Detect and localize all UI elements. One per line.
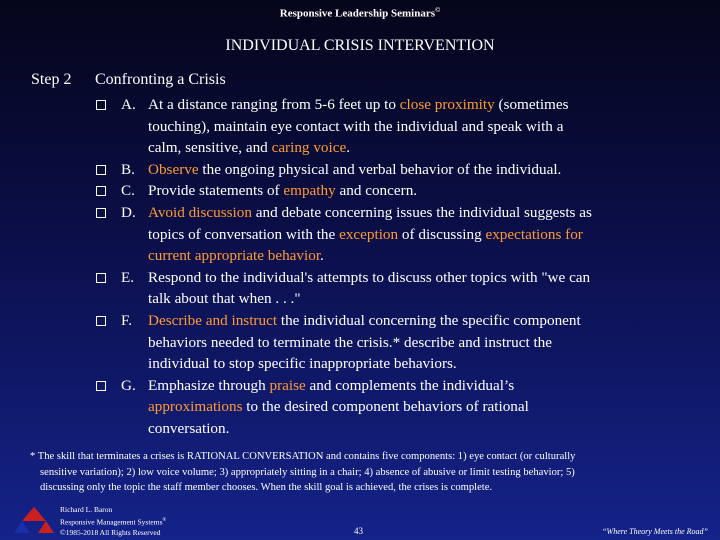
list-item: [95, 159, 695, 181]
text-segment: and concern.: [335, 182, 418, 200]
logo-triangle-right: [38, 521, 54, 533]
item-letter: A.: [121, 96, 136, 113]
author-block: [60, 505, 166, 538]
item-letter: F.: [121, 311, 133, 329]
text-segment: and complements the individual’s: [305, 376, 515, 394]
copyright-mark: ©: [435, 6, 441, 14]
footnote-line: * The skill that terminates a crises is RATIONAL CONVERSATION and contains five components: 1) eye contact (or culturally: [30, 451, 576, 462]
item-text: [148, 312, 581, 372]
text-segment: .: [346, 139, 351, 157]
item-text: [148, 161, 561, 178]
text-segment: the individual concerning the specific component: [277, 311, 581, 329]
item-letter: D.: [121, 203, 136, 221]
company-logo: [14, 505, 56, 535]
text-segment: talk about that when . . .": [148, 290, 301, 308]
company-name: Responsive Management Systems: [60, 517, 163, 526]
highlighted-term: close proximity: [399, 96, 495, 113]
text-segment: (sometimes: [494, 96, 569, 113]
footnote-line: discussing only the topic the staff member chooses. When the skill goal is achieved, the crises is complete.: [40, 482, 493, 493]
checkbox-bullet-icon: [96, 208, 106, 218]
highlighted-term: Avoid discussion: [148, 203, 252, 221]
company-line: [60, 516, 166, 528]
highlighted-term: caring voice: [271, 139, 347, 157]
item-text: [148, 96, 569, 156]
highlighted-term: approximations: [148, 398, 243, 416]
list-item: [95, 94, 695, 159]
text-segment: the ongoing physical and verbal behavior of the individual.: [198, 160, 562, 178]
list-item: [95, 310, 695, 375]
seminar-header: [0, 6, 720, 20]
highlighted-term: empathy: [283, 182, 336, 200]
text-segment: and debate concerning issues the individual suggests as: [251, 203, 592, 221]
logo-triangle-top: [22, 507, 46, 521]
highlighted-term: exception: [339, 225, 399, 243]
text-segment: conversation.: [148, 419, 230, 437]
tagline: “Where Theory Meets the Road”: [602, 527, 708, 536]
text-segment: topics of conversation with the: [148, 225, 340, 243]
page-title: INDIVIDUAL CRISIS INTERVENTION: [225, 37, 495, 54]
text-segment: calm, sensitive, and: [148, 139, 272, 157]
registered-mark: ®: [162, 517, 167, 523]
text-segment: touching), maintain eye contact with the individual and speak with a: [148, 117, 564, 135]
step-heading: Confronting a Crisis: [95, 71, 226, 88]
item-letter: E.: [121, 268, 135, 286]
page-number: 43: [354, 526, 363, 536]
item-letter: C.: [121, 182, 135, 200]
footnote: [30, 449, 690, 496]
list-item: [95, 267, 695, 310]
highlighted-term: Observe: [148, 160, 199, 178]
list-item: [95, 180, 695, 202]
text-segment: At a distance ranging from 5-6 feet up to: [148, 96, 400, 113]
logo-triangle-left: [14, 521, 30, 533]
copyright-line: ©1985-2018 All Rights Reserved: [60, 527, 161, 537]
highlighted-term: current appropriate behavior: [148, 247, 321, 265]
author-name: Richard L. Baron: [60, 505, 113, 514]
list-item: [95, 202, 695, 267]
checkbox-bullet-icon: [96, 273, 106, 283]
item-text: [148, 204, 592, 264]
text-segment: .: [320, 247, 324, 265]
text-segment: to the desired component behaviors of rational: [242, 398, 529, 416]
seminar-name: Responsive Leadership Seminars: [279, 7, 435, 20]
checkbox-bullet-icon: [96, 381, 106, 391]
text-segment: of discussing: [398, 225, 486, 243]
checkbox-bullet-icon: [96, 100, 106, 110]
highlighted-term: praise: [269, 376, 306, 394]
footnote-line: sensitive variation); 2) low voice volume; 3) appropriately sitting in a chair; 4) absence of abusive or limit testing behavior; 5): [40, 466, 575, 478]
highlighted-term: Describe and instruct: [148, 311, 278, 329]
intervention-list: [95, 94, 695, 440]
text-segment: Respond to the individual's attempts to discuss other topics with "we can: [148, 268, 591, 286]
text-segment: individual to stop specific inappropriate behaviors.: [148, 355, 457, 373]
text-segment: behaviors needed to terminate the crisis.* describe and instruct the: [148, 333, 553, 351]
item-letter: B.: [121, 160, 135, 178]
checkbox-bullet-icon: [96, 186, 106, 196]
highlighted-term: expectations for: [485, 225, 583, 243]
text-segment: Provide statements of: [148, 182, 284, 200]
text-segment: Emphasize through: [148, 376, 270, 394]
item-letter: G.: [121, 376, 136, 394]
checkbox-bullet-icon: [96, 165, 106, 175]
item-text: [148, 269, 590, 308]
item-text: [148, 182, 417, 199]
item-text: [148, 377, 529, 437]
step-label: Step 2: [31, 71, 72, 88]
list-item: [95, 375, 695, 440]
checkbox-bullet-icon: [96, 316, 106, 326]
